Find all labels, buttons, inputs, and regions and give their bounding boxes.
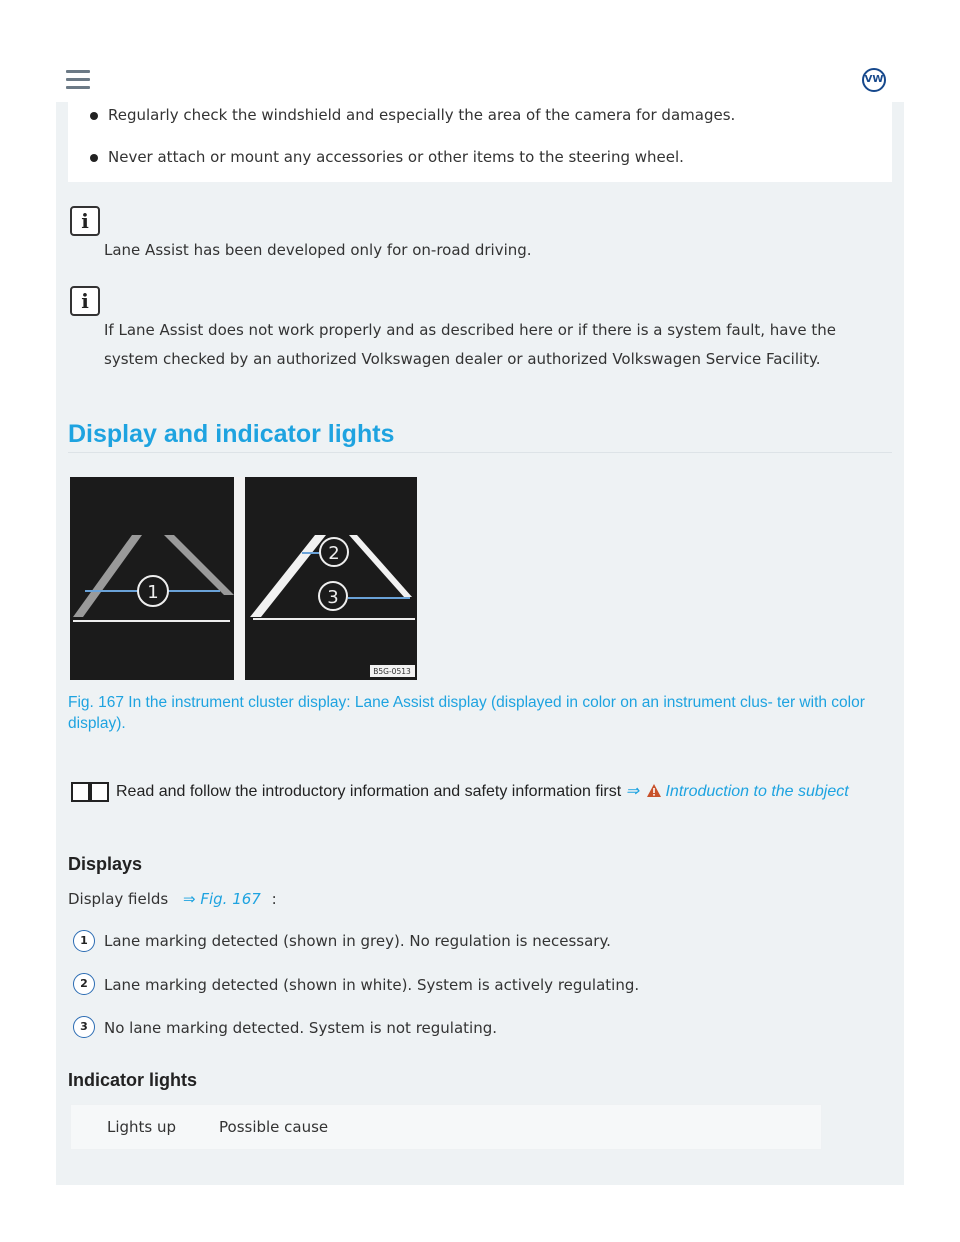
section-title: Display and indicator lights [68,420,395,448]
display-item-number-1: 1 [73,930,95,952]
top-bar [56,58,904,103]
intro-arrow[interactable]: ⇒ [625,783,640,800]
info-note-icon: i [70,206,100,236]
note-text-2: If Lane Assist does not work properly and as described here or if there is a system fault, have the system checked by an authorized Volkswagen dealer or authorized Volkswagen Service Facility. [104,321,836,368]
indicator-lights-table [70,1104,822,1150]
callout-1: 1 [147,582,159,603]
figure-caption: Fig. 167 In the instrument cluster display: Lane Assist display (displayed in color on an instrument clus- ter with color display). [68,694,865,732]
warning-bullet-2: Never attach or mount any accessories or other items to the steering wheel. [108,148,684,166]
display-fields-suffix: : [271,890,277,908]
display-item-number-2: 2 [73,973,95,995]
warning-triangle-icon [646,783,662,798]
display-item-number-3: 3 [73,1016,95,1038]
display-item-text-3: No lane marking detected. System is not regulating. [104,1019,498,1037]
warning-bullet-1: Regularly check the windshield and especially the area of the camera for damages. [108,106,736,124]
callout-3: 3 [327,587,339,608]
callout-2: 2 [328,543,340,564]
info-note-icon: i [70,286,100,316]
page-content [56,102,904,1185]
section-divider [68,452,892,453]
hamburger-menu-icon[interactable] [66,70,90,90]
intro-text: Read and follow the introductory information and safety information first [116,783,622,800]
display-fields-line [68,890,277,908]
lane-assist-figure [70,477,417,680]
vw-logo-icon[interactable]: VW [862,68,886,92]
note-text-1: Lane Assist has been developed only for on-road driving. [104,241,532,259]
intro-link[interactable]: Introduction to the subject [665,783,849,800]
warning-box [68,102,892,182]
intro-paragraph [68,778,888,805]
fig-reference-link[interactable]: ⇒ Fig. 167 [183,890,261,908]
display-item-text-2: Lane marking detected (shown in white). System is actively regulating. [104,976,640,994]
display-item-text-1: Lane marking detected (shown in grey). No regulation is necessary. [104,932,611,950]
table-header-lights-up: Lights up [107,1118,177,1136]
indicator-lights-title: Indicator lights [68,1070,198,1090]
table-header-possible-cause: Possible cause [219,1118,329,1136]
figure-code: B5G-0513 [373,667,411,676]
displays-title: Displays [68,854,143,874]
display-fields-label: Display fields [68,890,169,908]
